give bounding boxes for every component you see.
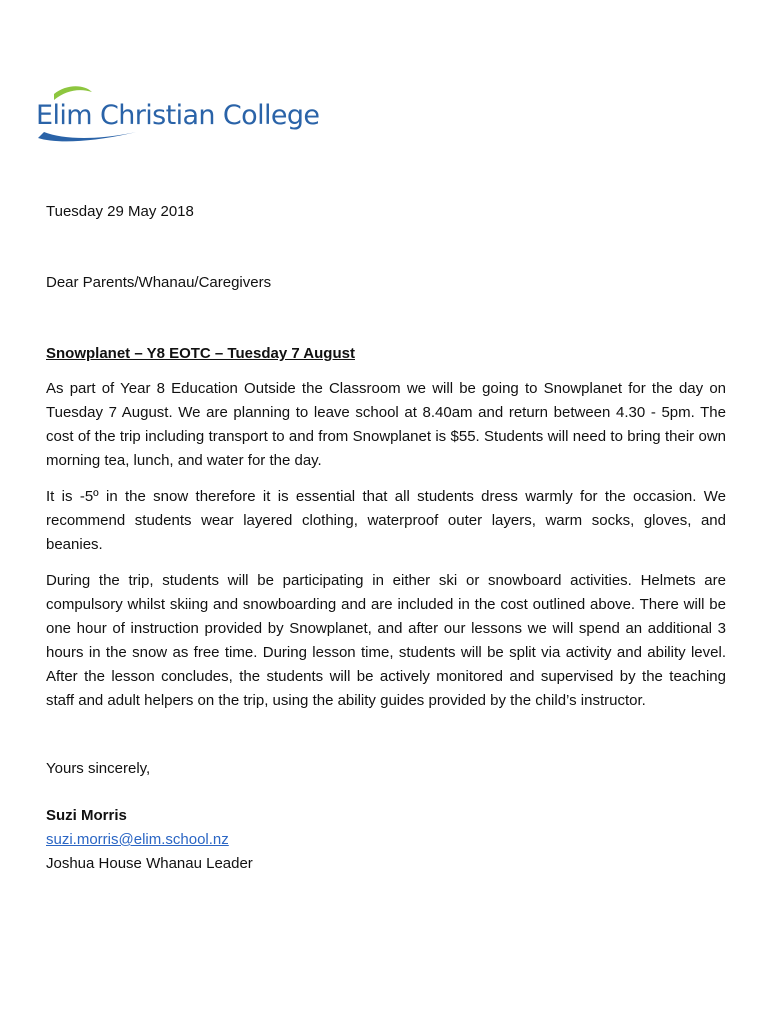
signer-role: Joshua House Whanau Leader	[46, 855, 253, 872]
salutation: Dear Parents/Whanau/Caregivers	[46, 274, 272, 291]
paragraph-trip-details: As part of Year 8 Education Outside the Classroom we will be going to Snowplanet for the day on Tuesday 7 August. We are planning to leave school at 8.40am and return between 4.30 - 5pm. The cost of the trip including transport to and from Snowplanet is $55. Students will need to bring their own morning tea, lunch, and water for the day.	[46, 380, 726, 469]
paragraph-clothing: It is -5º in the snow therefore it is essential that all students dress warmly for the occasion. We recommend students wear layered clothing, waterproof outer layers, warm socks, gloves, and beanies.	[46, 488, 726, 553]
paragraph-activities: During the trip, students will be participating in either ski or snowboard activities. Helmets are compulsory whilst skiing and snowboarding and are included in the cost outlined above. There will be one hour of instruction provided by Snowplanet, and after our lessons we will spend an additional 3 hours in the snow as free time. During lesson time, students will be split via activity and ability level. After the lesson concludes, the students will be actively monitored and supervised by the teaching staff and adult helpers on the trip, using the ability guides provided by the child’s instructor.	[46, 572, 726, 709]
subject-heading: Snowplanet – Y8 EOTC – Tuesday 7 August	[46, 345, 355, 362]
logo-text: Elim Christian College	[36, 100, 320, 131]
closing: Yours sincerely,	[46, 760, 151, 777]
signer-name: Suzi Morris	[46, 807, 127, 824]
signer-email-link[interactable]: suzi.morris@elim.school.nz	[46, 831, 229, 848]
letter-body	[46, 200, 726, 876]
college-logo	[36, 86, 366, 146]
letter-date: Tuesday 29 May 2018	[46, 203, 194, 220]
